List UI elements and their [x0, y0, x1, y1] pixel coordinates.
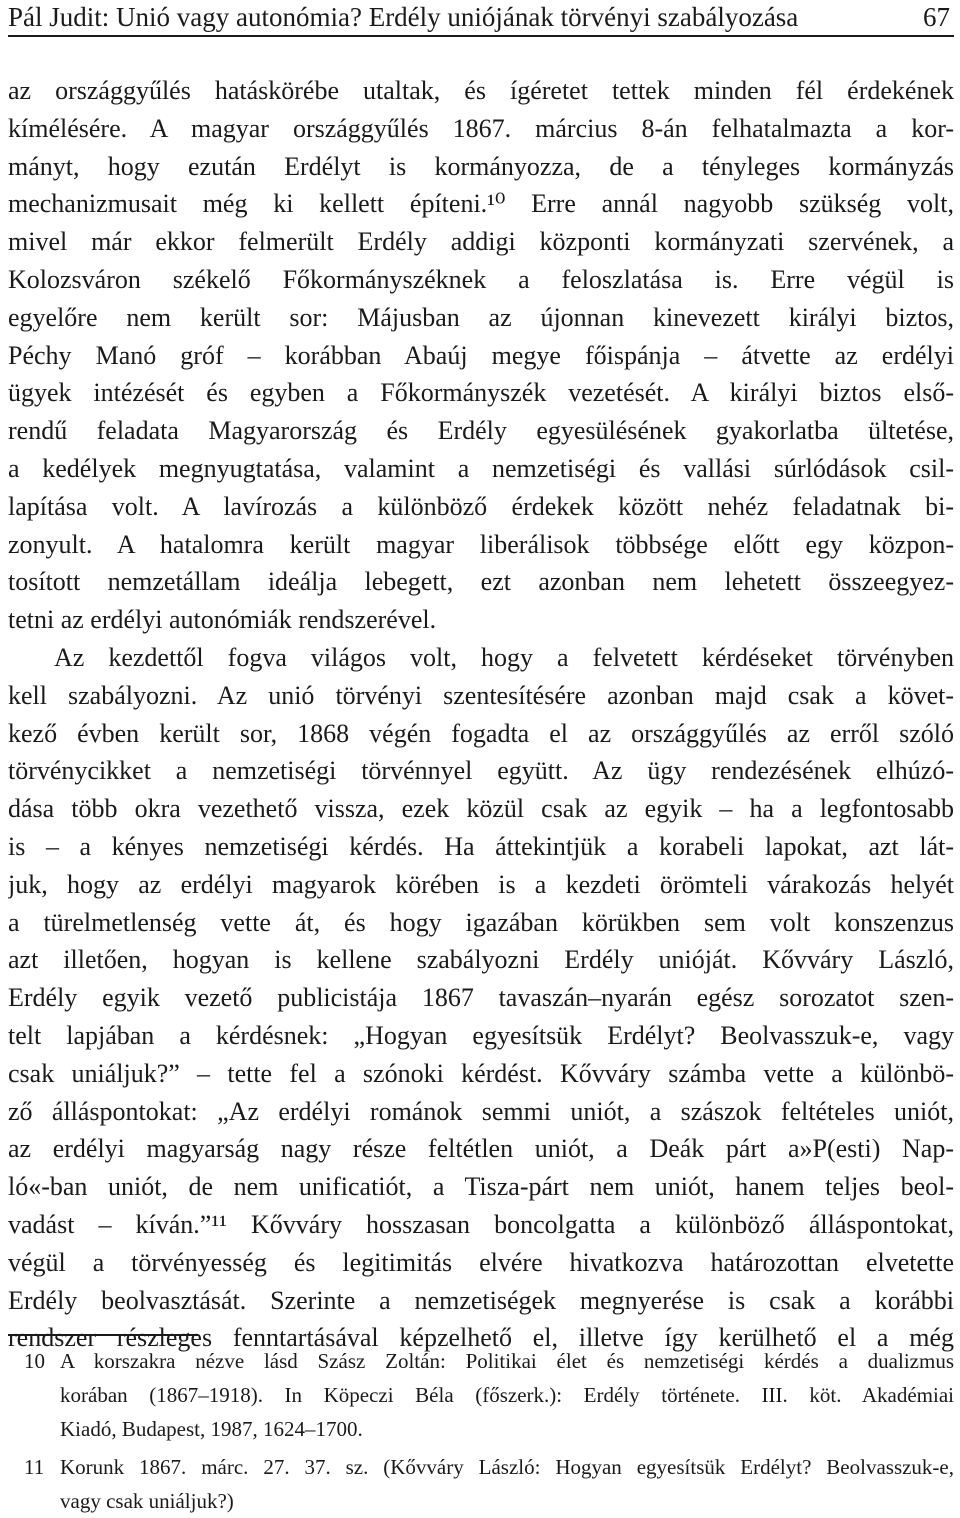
text-line: lapítása volt. A lavírozás a különböző érdekek között nehéz feladatnak bi-: [8, 491, 954, 521]
running-header: [8, 0, 954, 34]
text-line: Erdély beolvasztását. Szerinte a nemzetiségek megnyerése is csak a korábbi: [8, 1285, 954, 1315]
footnote-line: A korszakra nézve lásd Szász Zoltán: Politikai élet és nemzetiségi kérdés a dualizmus: [60, 1349, 954, 1373]
text-line: a türelmetlenség vette át, és hogy igazában körükben sem volt konszenzus: [8, 907, 954, 937]
footnote-11: [8, 1450, 954, 1518]
text-line: mivel már ekkor felmerült Erdély addigi központi kormányzati szervének, a: [8, 227, 954, 257]
text-line: Kolozsváron székelő Főkormányszéknek a feloszlatása is. Erre végül is: [8, 264, 954, 294]
text-line: ügyek intézését és egyben a Főkormányszék vezetését. A királyi biztos első-: [8, 378, 954, 408]
text-line: egyelőre nem került sor: Májusban az újonnan kinevezett királyi biztos,: [8, 302, 954, 332]
text-line: rendszer részleges fenntartásával képzelhető el, illetve így kerülhető el a még: [8, 1323, 954, 1353]
text-line: Az kezdettől fogva világos volt, hogy a felvetett kérdéseket törvényben: [54, 642, 954, 672]
text-line: ző álláspontokat: „Az erdélyi románok semmi uniót, a szászok feltételes uniót,: [8, 1096, 954, 1126]
text-line: tosított nemzetállam ideálja lebegett, ezt azonban nem lehetett összeegyez-: [8, 567, 954, 597]
text-line: kell szabályozni. Az unió törvényi szentesítésére azonban majd csak a követ-: [8, 680, 954, 710]
text-line: kező évben került sor, 1868 végén fogadta el az országgyűlés az erről szóló: [8, 718, 954, 748]
text-line: azt illetően, hogyan is kellene szabályozni Erdély unióját. Kővváry László,: [8, 945, 954, 975]
text-line: mechanizmusait még ki kellett építeni.¹⁰ Erre annál nagyobb szükség volt,: [8, 189, 954, 219]
text-line: ló«-ban uniót, de nem unificatiót, a Tisza-párt nem uniót, hanem teljes beol-: [8, 1172, 954, 1202]
text-line: a kedélyek megnyugtatása, valamint a nemzetiségi és vallási súrlódások csil-: [8, 453, 954, 483]
text-line: az erdélyi magyarság nagy része feltétlen uniót, a Deák párt a»P(esti) Nap-: [8, 1134, 954, 1164]
footnote-line: Kiadó, Budapest, 1987, 1624–1700.: [60, 1417, 363, 1441]
text-line: dása több okra vezethető vissza, ezek közül csak az egyik – ha a legfontosabb: [8, 794, 954, 824]
text-line: vadást – kíván.”¹¹ Kővváry hosszasan boncolgatta a különböző álláspontokat,: [8, 1209, 954, 1239]
page-number: 67: [923, 2, 950, 32]
text-line: mányt, hogy ezután Erdélyt is kormányozza, de a tényleges kormányzás: [8, 151, 954, 181]
text-line: csak uniáljuk?” – tette fel a szónoki kérdést. Kővváry számba vette a különbö-: [8, 1058, 954, 1088]
text-line: kímélésére. A magyar országgyűlés 1867. március 8-án felhatalmazta a kor-: [8, 113, 954, 143]
body-text: [8, 72, 954, 1357]
footnote-line: korában (1867–1918). In Köpeczi Béla (főszerk.): Erdély története. III. köt. Akadémiai: [60, 1383, 954, 1407]
text-line: juk, hogy az erdélyi magyarok körében is a kezdeti örömteli várakozás helyét: [8, 869, 954, 899]
header-title: Pál Judit: Unió vagy autonómia? Erdély uniójának törvényi szabályozása: [8, 2, 799, 32]
footnote-number: 10: [24, 1349, 45, 1373]
text-line: végül a törvényesség és legitimitás elvére hivatkozva határozottan elvetette: [8, 1247, 954, 1277]
text-line: telt lapjában a kérdésnek: „Hogyan egyesítsük Erdélyt? Beolvasszuk-e, vagy: [8, 1020, 954, 1050]
footnote-number: 11: [24, 1455, 45, 1479]
text-line: Erdély egyik vezető publicistája 1867 tavaszán–nyarán egész sorozatot szen-: [8, 983, 954, 1013]
text-line: tetni az erdélyi autonómiák rendszerével.: [8, 605, 437, 635]
footnote-rule: [8, 1334, 198, 1336]
header-rule: [8, 35, 954, 37]
text-line: Péchy Manó gróf – korábban Abaúj megye főispánja – átvette az erdélyi: [8, 340, 954, 370]
text-line: rendű feladata Magyarország és Erdély egyesülésének gyakorlatba ültetése,: [8, 416, 954, 446]
footnotes: [8, 1344, 954, 1518]
footnote-line: vagy csak uniáljuk?): [60, 1489, 234, 1513]
text-line: törvénycikket a nemzetiségi törvénnyel együtt. Az ügy rendezésének elhúzó-: [8, 756, 954, 786]
text-line: az országgyűlés hatáskörébe utaltak, és ígéretet tettek minden fél érdekének: [8, 76, 954, 105]
text-line: is – a kényes nemzetiségi kérdés. Ha áttekintjük a korabeli lapokat, azt lát-: [8, 831, 954, 861]
footnote-10: [8, 1344, 954, 1446]
footnote-line: Korunk 1867. márc. 27. 37. sz. (Kővváry László: Hogyan egyesítsük Erdélyt? Beolvasszuk-e,: [60, 1455, 954, 1479]
text-line: zonyult. A hatalomra került magyar liberálisok többsége előtt egy közpon-: [8, 529, 954, 559]
